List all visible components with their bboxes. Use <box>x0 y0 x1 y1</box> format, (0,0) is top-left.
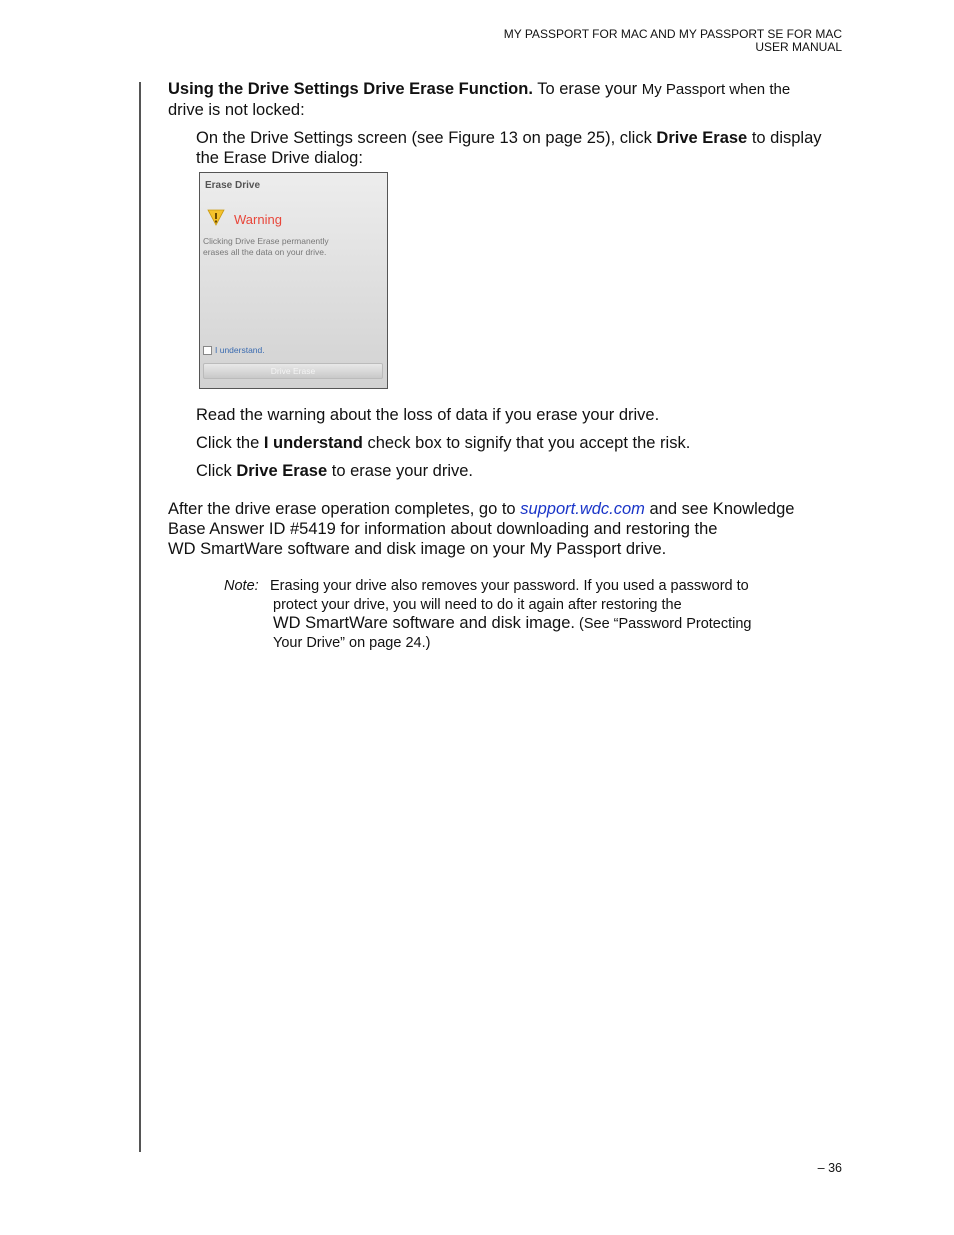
step-4-bold: Drive Erase <box>236 462 328 480</box>
understand-checkbox <box>203 346 212 355</box>
step-1-bold: Drive Erase <box>656 129 748 147</box>
intro-text-product: My Passport when the <box>641 81 791 98</box>
after-line2: Base Answer ID #5419 for information about downloading and restoring the <box>168 520 718 538</box>
note-line3a: WD SmartWare software and disk image. <box>273 614 575 632</box>
step-list <box>196 128 848 168</box>
step-3-post: check box to signify that you accept the risk. <box>362 434 691 452</box>
step-3-pre: Click the <box>196 434 264 452</box>
warning-label: Warning <box>234 212 282 227</box>
drive-erase-button: Drive Erase <box>203 363 383 379</box>
note-first-row <box>224 577 848 596</box>
note-line3 <box>273 614 848 634</box>
note-block <box>224 577 848 652</box>
step-1 <box>196 128 848 168</box>
understand-checkbox-label: I understand. <box>215 345 265 355</box>
note-line2: protect your drive, you will need to do it again after restoring the <box>273 596 682 613</box>
intro-heading: Using the Drive Settings Drive Erase Function. <box>168 80 533 98</box>
support-link[interactable]: support.wdc.com <box>520 500 645 518</box>
step-4 <box>196 461 848 481</box>
margin-rule <box>139 82 141 1152</box>
after-paragraph <box>168 499 848 559</box>
after-line3: WD SmartWare software and disk image on your My Passport drive. <box>168 540 667 558</box>
understand-checkbox-row <box>203 340 265 360</box>
intro-paragraph <box>168 79 848 120</box>
step-2: Read the warning about the loss of data if you erase your drive. <box>196 406 660 424</box>
page-header <box>504 28 842 54</box>
step-4-pre: Click <box>196 462 237 480</box>
intro-text: To erase your <box>532 80 642 98</box>
note-line1: Erasing your drive also removes your password. If you used a password to <box>270 578 749 594</box>
after-post: and see Knowledge <box>644 500 795 518</box>
warning-icon <box>207 208 225 226</box>
header-subtitle: USER MANUAL <box>755 40 842 54</box>
dialog-text-line2: erases all the data on your drive. <box>203 247 327 257</box>
intro-text-end: drive is not locked: <box>168 101 305 119</box>
step-3-bold: I understand <box>263 434 363 452</box>
note-label: Note: <box>224 578 259 594</box>
header-title: MY PASSPORT FOR MAC AND MY PASSPORT SE FOR MAC <box>503 27 842 41</box>
erase-drive-dialog-image <box>199 172 388 389</box>
step-1-line2: the Erase Drive dialog: <box>196 149 363 167</box>
step-3 <box>196 433 848 453</box>
page-number: – 36 <box>817 1161 842 1175</box>
note-line3b: (See “Password Protecting <box>574 616 752 632</box>
step-1-pre: On the Drive Settings screen (see Figure 13 on page 25), click <box>196 129 657 147</box>
after-pre: After the drive erase operation completes, go to <box>168 500 521 518</box>
dialog-warning-text <box>203 236 353 258</box>
dialog-title: Erase Drive <box>205 180 261 191</box>
note-line4: Your Drive” on page 24.) <box>273 634 431 651</box>
dialog-text-line1: Clicking Drive Erase permanently <box>203 236 329 246</box>
main-content <box>168 79 848 652</box>
step-list-continued <box>196 405 848 481</box>
step-1-post: to display <box>747 129 822 147</box>
step-4-post: to erase your drive. <box>327 462 473 480</box>
